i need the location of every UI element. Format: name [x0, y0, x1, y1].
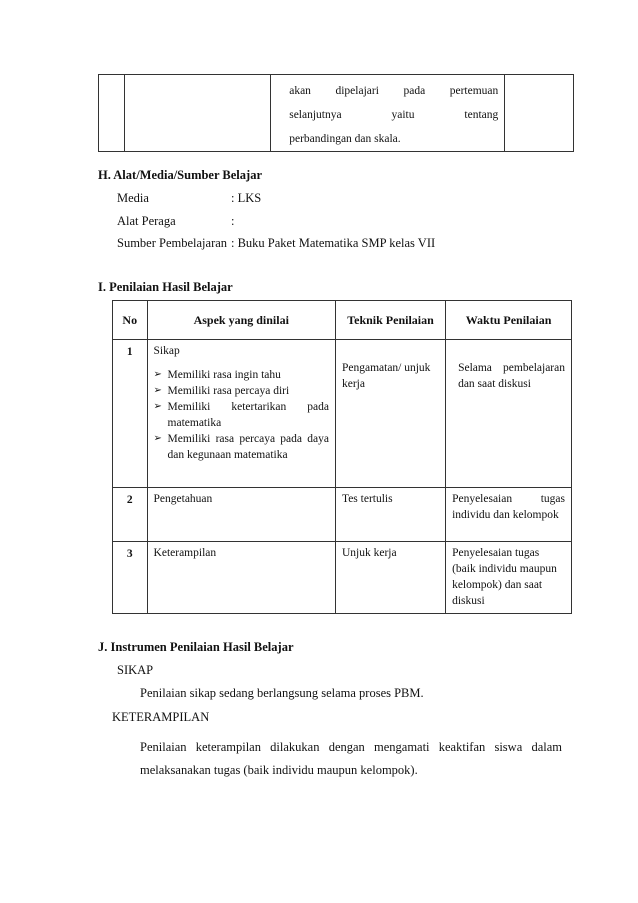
aspek-label: Sikap: [153, 345, 180, 357]
media-label: Media: [117, 191, 149, 205]
alat-peraga-value: :: [231, 214, 235, 228]
alat-peraga-label: Alat Peraga: [117, 214, 176, 228]
alat-peraga-row: [117, 214, 517, 230]
sumber-row: [117, 236, 537, 252]
continuation-table: [98, 74, 574, 152]
list-item: ➢ Memiliki ketertarikan pada matematika: [154, 399, 329, 431]
keterampilan-text-line: melaksanakan tugas (baik individu maupun kelompok).: [140, 763, 418, 777]
sikap-heading: SIKAP: [117, 663, 154, 677]
sumber-label: Sumber Pembelajaran: [117, 236, 228, 250]
aspek-bullet-list: [154, 367, 329, 463]
row-teknik: Tes tertulis: [335, 488, 445, 542]
header-aspek: Aspek yang dinilai: [147, 301, 335, 340]
table-row: [113, 488, 572, 542]
row-waktu: Penyelesaian tugas (baik individu maupun kelompok) dan saat diskusi: [446, 542, 572, 614]
table-header-row: [113, 301, 572, 340]
table-cell-empty: [505, 75, 574, 152]
section-i-title: I. Penilaian Hasil Belajar: [98, 280, 233, 294]
description-line: perbandingan dan skala.: [289, 133, 401, 145]
sikap-text: Penilaian sikap sedang berlangsung selama proses PBM.: [140, 686, 424, 700]
keterampilan-heading: KETERAMPILAN: [112, 710, 210, 724]
table-cell-empty: [125, 75, 271, 152]
row-aspek: [147, 340, 335, 488]
row-aspek: Pengetahuan: [147, 488, 335, 542]
list-item: ➢ Memiliki rasa percaya diri: [154, 383, 329, 399]
sumber-value: : Buku Paket Matematika SMP kelas VII: [231, 236, 436, 250]
table-row: [113, 340, 572, 488]
table-row: [113, 542, 572, 614]
header-teknik: Teknik Penilaian: [335, 301, 445, 340]
row-no: 1: [113, 340, 148, 488]
list-item: ➢ Memiliki rasa ingin tahu: [154, 367, 329, 383]
row-no: 3: [113, 542, 148, 614]
table-cell-no: [99, 75, 125, 152]
media-value: : LKS: [231, 191, 262, 205]
row-waktu: Penyelesaian tugas individu dan kelompok: [446, 488, 572, 542]
keterampilan-text-line: Penilaian keterampilan dilakukan dengan mengamati keaktifan siswa dalam: [140, 740, 562, 754]
row-teknik: Pengamatan/ unjuk kerja: [335, 340, 445, 488]
header-no: No: [113, 301, 148, 340]
row-aspek: Keterampilan: [147, 542, 335, 614]
row-no: 2: [113, 488, 148, 542]
list-item: ➢ Memiliki rasa percaya pada daya dan kegunaan matematika: [154, 431, 329, 463]
table-cell-description: [271, 75, 505, 152]
assessment-table: [112, 300, 572, 614]
media-row: [117, 191, 517, 207]
row-teknik: Unjuk kerja: [335, 542, 445, 614]
header-waktu: Waktu Penilaian: [446, 301, 572, 340]
row-waktu: Selama pembelajaran dan saat diskusi: [446, 340, 572, 488]
description-line: akan dipelajari pada pertemuan: [289, 85, 499, 97]
section-h-title: H. Alat/Media/Sumber Belajar: [98, 168, 262, 182]
section-j-title: J. Instrumen Penilaian Hasil Belajar: [98, 640, 294, 654]
description-line: selanjutnya yaitu tentang: [289, 109, 499, 121]
